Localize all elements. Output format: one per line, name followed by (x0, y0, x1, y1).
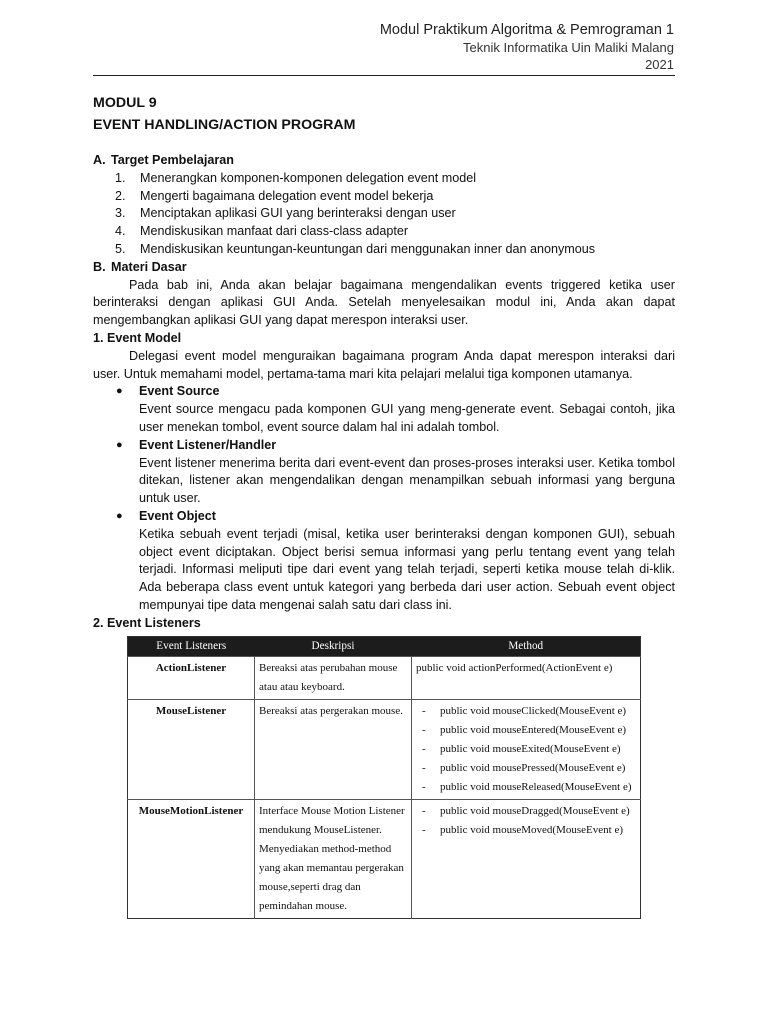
method-item (416, 721, 636, 740)
listener-methods (412, 700, 641, 800)
listener-methods (412, 657, 641, 700)
bullet-title: Event Source (139, 384, 220, 399)
bullet-item (93, 383, 675, 436)
method-item (416, 759, 636, 778)
document-body (93, 92, 675, 633)
module-title: EVENT HANDLING/ACTION PROGRAM (93, 117, 356, 133)
method-dash: - (422, 724, 426, 736)
bullet-body: Event source mengacu pada komponen GUI yang meng-generate event. Sebagai contoh, jika user menekan tombol, event source dalam hal ini adalah tombol. (139, 402, 675, 434)
method-dash: - (422, 705, 426, 717)
bullet-body: Ketika sebuah event terjadi (misal, ketika user berinteraksi dengan komponen GUI), sebuah object event diciptakan. Object berisi semua informasi yang perlu tentang event yang telah terjadi. Informasi meliputi tipe dari event yang telah terjadi, seperti ketika mouse telah di-klik. Ada beberapa class event untuk kategori yang berbeda dari user action. Sebuah event object mempunyai tipe data mengenai salah satu dari class ini. (139, 526, 675, 612)
bullet-icon: ● (116, 438, 123, 451)
section-a-title: Target Pembelajaran (111, 153, 234, 167)
column-header: Deskripsi (255, 637, 412, 657)
column-header: Event Listeners (128, 637, 255, 657)
method-item (416, 802, 636, 821)
section-b-label: B. (93, 259, 106, 274)
event-model-components (93, 383, 675, 614)
table-row (128, 657, 641, 700)
method-signature: public void actionPerformed(ActionEvent e) (416, 662, 613, 674)
header-divider (93, 75, 675, 76)
table-row (128, 800, 641, 919)
event-listeners-table (127, 636, 641, 919)
section-a-label: A. (93, 153, 106, 167)
listener-description: Interface Mouse Motion Listener mendukung MouseListener. Menyediakan method-method yang akan memantau pergerakan mouse,seperti drag dan pemindahan mouse. (255, 800, 412, 919)
module-number: MODUL 9 (93, 95, 157, 111)
list-text: Mengerti bagaimana delegation event model bekerja (140, 188, 434, 203)
method-signature: public void mouseClicked(MouseEvent e) (440, 705, 627, 717)
header-course: Modul Praktikum Algoritma & Pemrograman 1 (379, 22, 674, 38)
list-item (93, 170, 675, 188)
header-year: 2021 (645, 57, 674, 72)
list-text: Menciptakan aplikasi GUI yang berinteraksi dengan user (140, 206, 456, 221)
event-listeners-heading: 2. Event Listeners (93, 615, 201, 630)
list-item (93, 223, 675, 241)
method-item (416, 702, 636, 721)
section-a-heading (93, 152, 675, 170)
list-number: 5. (115, 241, 126, 256)
section-b-heading (93, 259, 675, 277)
bullet-item (93, 508, 675, 615)
bullet-title: Event Object (139, 508, 216, 523)
list-item (93, 205, 675, 223)
list-text: Mendiskusikan manfaat dari class-class adapter (140, 224, 409, 239)
event-model-intro: Delegasi event model menguraikan bagaimana program Anda dapat merespon interaksi dari user. Untuk memahami model, pertama-tama mari kita pelajari melalui tiga komponen utamanya. (93, 348, 675, 381)
bullet-body: Event listener menerima berita dari event-event dan proses-proses interaksi user. Ketika tombol ditekan, listener akan mengendalikan dengan menampilkan sebuah informasi yang berguna untuk user. (139, 455, 675, 506)
bullet-item (93, 437, 675, 508)
page-header (380, 22, 674, 73)
list-number: 4. (115, 224, 126, 239)
list-item (93, 188, 675, 206)
column-header: Method (412, 637, 641, 657)
method-item (416, 821, 636, 840)
listener-methods (412, 800, 641, 919)
method-signature: public void mouseReleased(MouseEvent e) (440, 781, 632, 793)
bullet-title: Event Listener/Handler (139, 437, 277, 452)
list-number: 3. (115, 206, 126, 221)
listener-name: ActionListener (128, 657, 255, 700)
method-signature: public void mouseEntered(MouseEvent e) (440, 724, 627, 736)
method-dash: - (422, 743, 426, 755)
target-list (93, 170, 675, 259)
method-item (416, 740, 636, 759)
listener-description: Bereaksi atas pergerakan mouse. (255, 700, 412, 800)
list-item (93, 241, 675, 259)
method-dash: - (422, 762, 426, 774)
list-text: Menerangkan komponen-komponen delegation event model (140, 170, 477, 185)
method-dash: - (422, 781, 426, 793)
method-signature: public void mouseDragged(MouseEvent e) (440, 805, 630, 817)
method-item (416, 778, 636, 797)
table-header-row (128, 637, 641, 657)
method-signature: public void mousePressed(MouseEvent e) (440, 762, 626, 774)
method-dash: - (422, 824, 426, 836)
listener-name: MouseMotionListener (128, 800, 255, 919)
listener-description: Bereaksi atas perubahan mouse atau atau keyboard. (255, 657, 412, 700)
bullet-icon: ● (116, 385, 123, 398)
method-dash: - (422, 805, 426, 817)
list-number: 2. (115, 188, 126, 203)
list-text: Mendiskusikan keuntungan-keuntungan dari menggunakan inner dan anonymous (140, 241, 596, 256)
section-b-title: Materi Dasar (111, 259, 187, 274)
method-signature: public void mouseMoved(MouseEvent e) (440, 824, 623, 836)
bullet-icon: ● (116, 509, 123, 522)
section-b-intro: Pada bab ini, Anda akan belajar bagaimana mengendalikan events triggered ketika user berinteraksi dengan aplikasi GUI Anda. Setelah menyelesaikan modul ini, Anda akan dapat mengembangkan aplikasi GUI yang dapat merespon interaksi user. (93, 277, 675, 328)
event-model-heading: 1. Event Model (93, 330, 182, 345)
method-signature: public void mouseExited(MouseEvent e) (440, 743, 621, 755)
table-row (128, 700, 641, 800)
list-number: 1. (115, 170, 126, 185)
listener-name: MouseListener (128, 700, 255, 800)
header-institution: Teknik Informatika Uin Maliki Malang (463, 40, 674, 55)
